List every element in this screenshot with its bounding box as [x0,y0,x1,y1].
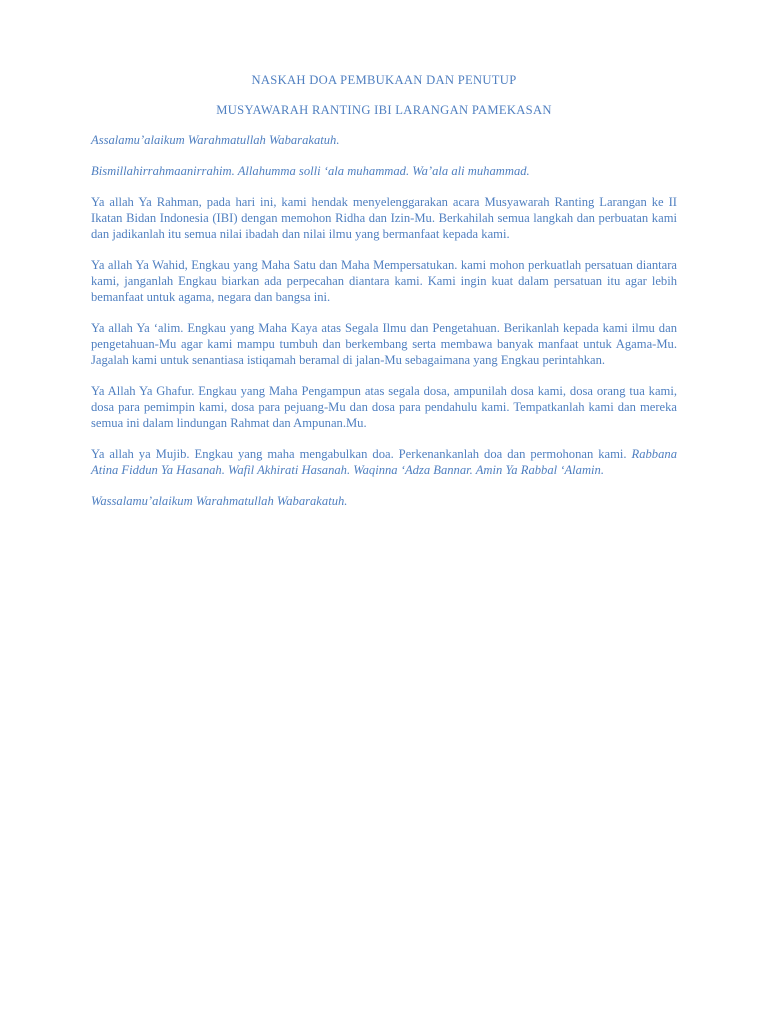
prayer-paragraph-alim: Ya allah Ya ‘alim. Engkau yang Maha Kaya atas Segala Ilmu dan Pengetahuan. Berikanlah kepada kami ilmu dan pengetahuan-Mu agar kami mampu tumbuh dan berkembang serta membawa banyak manfaat untuk Agama-Mu. Jagalah kami untuk senantiasa istiqamah beramal di jalan-Mu sebagaimana yang Engkau perintahkan. [91,321,677,367]
prayer-paragraph-mujib-text: Ya allah ya Mujib. Engkau yang maha mengabulkan doa. Perkenankanlah doa dan permohonan kami. [91,447,632,461]
prayer-paragraph-rahman: Ya allah Ya Rahman, pada hari ini, kami hendak menyelenggarakan acara Musyawarah Ranting Larangan ke II Ikatan Bidan Indonesia (IBI) dengan memohon Ridha dan Izin-Mu. Berkahilah semua langkah dan perbuatan kami dan jadikanlah itu semua nilai ibadah dan nilai ilmu yang bermanfaat kepada kami. [91,195,677,241]
prayer-paragraph-wahid: Ya allah Ya Wahid, Engkau yang Maha Satu dan Maha Mempersatukan. kami mohon perkuatlah persatuan diantara kami, janganlah Engkau biarkan ada perpecahan diantara kami. Kami ingin kuat dalam persatuan itu agar lebih bemanfaat untuk agama, negara dan bangsa ini. [91,258,677,304]
document-title-line-1: NASKAH DOA PEMBUKAAN DAN PENUTUP [251,73,517,87]
prayer-paragraph-mujib-arabic: Rabbana Atina Fiddun Ya Hasanah. Wafil Akhirati Hasanah. Waqinna ‘Adza Bannar. Amin Ya Rabbal ‘Alamin. [91,447,677,477]
prayer-paragraph-mujib [91,446,677,478]
greeting-text: Assalamu’alaikum Warahmatullah Wabarakatuh. [91,133,340,147]
document-title-line-2: MUSYAWARAH RANTING IBI LARANGAN PAMEKASAN [216,103,552,117]
opening-prayer-text: Bismillahirrahmaanirrahim. Allahumma solli ‘ala muhammad. Wa’ala ali muhammad. [91,164,530,178]
prayer-paragraph-ghafur: Ya Allah Ya Ghafur. Engkau yang Maha Pengampun atas segala dosa, ampunilah dosa kami, dosa orang tua kami, dosa para pemimpin kami, dosa para pejuang-Mu dan dosa para pendahulu kami. Tempatkanlah kami dan mereka semua ini dalam lindungan Rahmat dan Ampunan.Mu. [91,384,677,430]
closing-greeting-text: Wassalamu’alaikum Warahmatullah Wabarakatuh. [91,494,348,508]
